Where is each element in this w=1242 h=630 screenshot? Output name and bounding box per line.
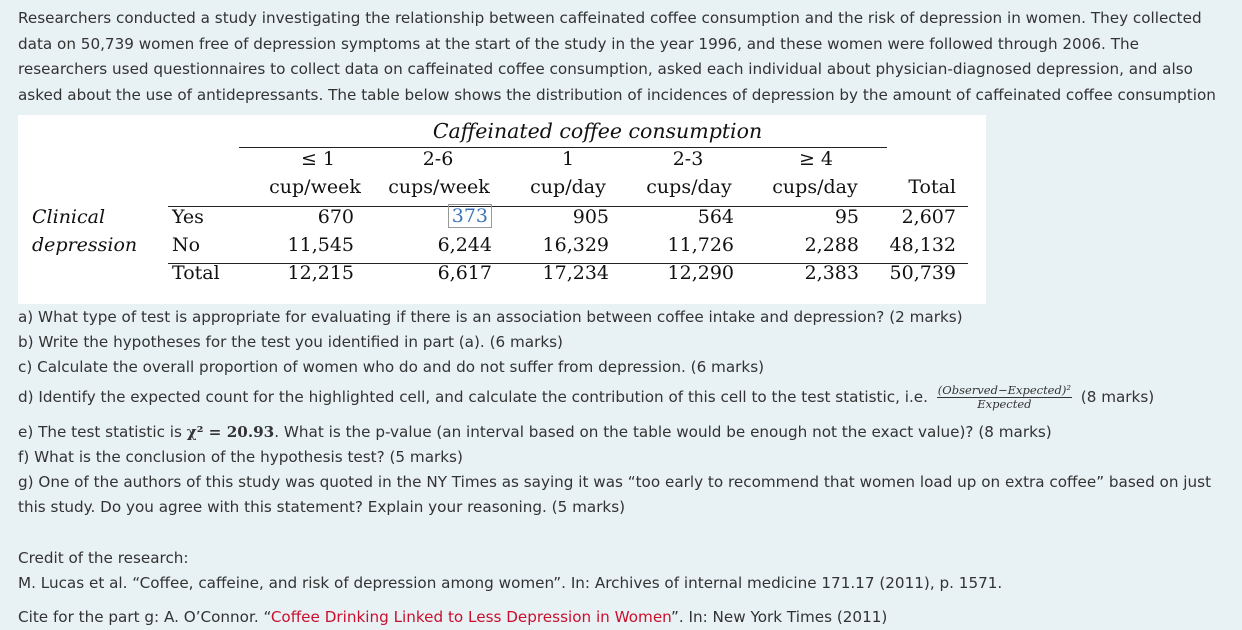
question-a: a) What type of test is appropriate for evaluating if there is an association between coffee intake and depression? (2 marks) xyxy=(18,308,963,326)
credits-research: M. Lucas et al. “Coffee, caffeine, and risk of depression among women”. In: Archives of internal medicine 171.17 (2011), p. 1571. xyxy=(18,574,1003,592)
col-head-total: Total xyxy=(908,176,956,198)
row-group-label-1: Clinical xyxy=(32,206,106,228)
cell-no-1: 11,545 xyxy=(287,234,354,256)
cell-yes-4: 564 xyxy=(697,206,734,228)
question-b: b) Write the hypotheses for the test you identified in part (a). (6 marks) xyxy=(18,333,563,351)
fraction-denominator: Expected xyxy=(977,397,1032,411)
col-head-5-top: ≥ 4 xyxy=(798,148,834,170)
row-group-label-2: depression xyxy=(32,234,138,256)
contingency-table xyxy=(18,115,986,304)
chi-square-fraction xyxy=(937,384,1072,411)
question-e-rest: . What is the p-value (an interval based on the table would be enough not the exact value)? (8 marks) xyxy=(274,423,1052,441)
col-head-3: cup/day xyxy=(530,176,606,198)
cell-yes-1: 670 xyxy=(317,206,354,228)
question-d-text: d) Identify the expected count for the highlighted cell, and calculate the contribution of this cell to the test statistic, i.e. xyxy=(18,388,928,406)
credits-heading: Credit of the research: xyxy=(18,549,189,567)
row-label-no: No xyxy=(172,234,201,256)
col-head-4: cups/day xyxy=(646,176,732,198)
cell-total-3: 17,234 xyxy=(542,262,609,284)
fraction-numerator: (Observed−Expected)² xyxy=(937,383,1071,397)
col-head-2: cups/week xyxy=(388,176,490,198)
question-f: f) What is the conclusion of the hypothesis test? (5 marks) xyxy=(18,448,463,466)
cell-no-3: 16,329 xyxy=(542,234,609,256)
cell-no-2: 6,244 xyxy=(437,234,492,256)
col-head-4-top: 2-3 xyxy=(672,148,704,170)
cell-grand-total: 50,739 xyxy=(889,262,956,284)
nytimes-article-link[interactable]: Coffee Drinking Linked to Less Depression in Women xyxy=(270,608,671,626)
col-head-1-top: ≤ 1 xyxy=(300,148,336,170)
row-label-yes: Yes xyxy=(172,206,204,228)
cell-no-4: 11,726 xyxy=(667,234,734,256)
cell-no-5: 2,288 xyxy=(804,234,859,256)
question-c: c) Calculate the overall proportion of women who do and do not suffer from depression. (6 marks) xyxy=(18,358,765,376)
question-d xyxy=(18,384,1228,411)
question-g: g) One of the authors of this study was quoted in the NY Times as saying it was “too early to recommend that women load up on extra coffee” based on just this study. Do you agree with this statement? Explain your reasoning. (5 marks) xyxy=(18,473,1212,516)
question-e-text: e) The test statistic is xyxy=(18,423,182,441)
cite-prefix: Cite for the part g: A. O’Connor. “ xyxy=(18,608,271,626)
row-label-total: Total xyxy=(172,262,220,284)
table-caption: Caffeinated coffee consumption xyxy=(432,119,763,143)
col-head-3-top: 1 xyxy=(561,148,575,170)
col-head-2-top: 2-6 xyxy=(422,148,454,170)
cell-no-total: 48,132 xyxy=(889,234,956,256)
cell-total-5: 2,383 xyxy=(804,262,859,284)
col-head-1: cup/week xyxy=(269,176,361,198)
question-e xyxy=(18,420,1228,445)
cell-yes-total: 2,607 xyxy=(901,206,956,228)
cell-yes-3: 905 xyxy=(572,206,609,228)
intro-paragraph: Researchers conducted a study investigating the relationship between caffeinated coffee consumption and the risk of depression in women. They collected data on 50,739 women free of depression symptoms at the start of the study in the year 1996, and these women were followed through 2006. The researchers used questionnaires to collect data on caffeinated coffee consumption, asked each individual about physician-diagnosed depression, and also asked about the use of antidepressants. The table below shows the distribution of incidences of depression by the amount of caffeinated coffee consumption xyxy=(18,9,1216,104)
cell-total-4: 12,290 xyxy=(667,262,734,284)
credits-cite xyxy=(18,605,1228,630)
cite-suffix: ”. In: New York Times (2011) xyxy=(670,608,888,626)
test-statistic: χ² = 20.93 xyxy=(186,423,275,441)
highlighted-cell: 373 xyxy=(448,204,492,228)
cell-yes-5: 95 xyxy=(834,206,859,228)
cell-total-2: 6,617 xyxy=(437,262,492,284)
question-d-marks: (8 marks) xyxy=(1080,388,1155,406)
cell-total-1: 12,215 xyxy=(287,262,354,284)
col-head-5: cups/day xyxy=(772,176,858,198)
